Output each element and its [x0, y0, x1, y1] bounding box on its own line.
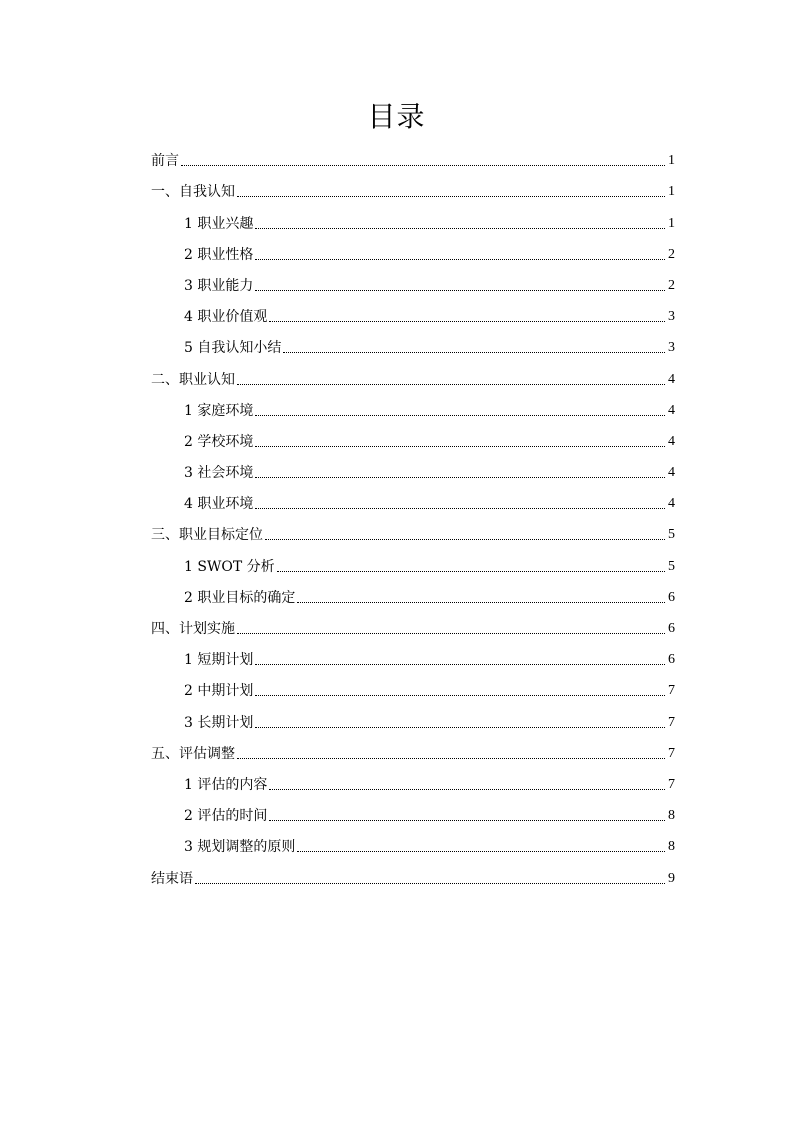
toc-entry-label: 2 评估的时间: [184, 808, 268, 825]
toc-entry-label: 结束语: [151, 870, 193, 887]
dot-leader: [255, 726, 665, 728]
toc-entry-page-number: 3: [668, 340, 675, 356]
toc-entry-label: 1 家庭环境: [184, 402, 254, 419]
toc-entry-label: 三、职业目标定位: [151, 527, 263, 544]
dot-leader: [283, 351, 665, 353]
toc-entry[interactable]: [151, 544, 675, 575]
toc-entry[interactable]: [151, 233, 675, 264]
toc-entry[interactable]: [151, 856, 675, 887]
dot-leader: [237, 632, 665, 634]
toc-entry-page-number: 9: [668, 870, 675, 886]
dot-leader: [195, 882, 665, 884]
toc-entry-label: 1 短期计划: [184, 652, 254, 669]
dot-leader: [237, 757, 665, 759]
dot-leader: [277, 570, 665, 572]
toc-entry-label: 4 职业价值观: [184, 309, 268, 326]
toc-entry-label: 5 自我认知小结: [184, 340, 282, 357]
dot-leader: [269, 788, 665, 790]
dot-leader: [297, 850, 665, 852]
toc-entry-page-number: 6: [668, 621, 675, 636]
toc-entry[interactable]: [151, 794, 675, 825]
dot-leader: [265, 538, 665, 540]
toc-entry-page-number: 7: [668, 776, 675, 792]
table-of-contents: [151, 139, 675, 888]
page-title: 目录: [367, 100, 426, 133]
dot-leader: [255, 258, 665, 260]
toc-entry-page-number: 4: [668, 371, 675, 387]
toc-entry-page-number: 1: [668, 184, 675, 200]
toc-entry-label: 二、职业认知: [151, 371, 235, 388]
toc-entry-label: 3 社会环境: [184, 465, 254, 482]
dot-leader: [181, 164, 665, 166]
toc-entry-page-number: 7: [668, 745, 675, 761]
toc-entry[interactable]: [151, 420, 675, 451]
toc-entry-label: 2 职业目标的确定: [184, 589, 296, 606]
toc-entry-label: 一、自我认知: [151, 184, 235, 201]
toc-entry-label: 前言: [151, 153, 179, 170]
dot-leader: [255, 445, 665, 447]
toc-entry-page-number: 4: [668, 402, 675, 418]
toc-entry-label: 1 评估的内容: [184, 776, 268, 793]
toc-entry-page-number: 4: [668, 496, 675, 512]
dot-leader: [237, 195, 665, 197]
toc-entry[interactable]: [151, 513, 675, 544]
toc-entry[interactable]: [151, 482, 675, 513]
toc-entry-label: 4 职业环境: [184, 496, 254, 513]
toc-entry-page-number: 5: [668, 558, 675, 574]
dot-leader: [255, 227, 665, 229]
toc-entry[interactable]: [151, 389, 675, 420]
toc-entry[interactable]: [151, 607, 675, 638]
toc-entry-label: 3 规划调整的原则: [184, 839, 296, 856]
toc-entry[interactable]: [151, 357, 675, 388]
toc-entry-label: 2 职业性格: [184, 246, 254, 263]
toc-entry[interactable]: [151, 763, 675, 794]
toc-entry[interactable]: [151, 638, 675, 669]
toc-entry[interactable]: [151, 139, 675, 170]
toc-entry-label: 2 中期计划: [184, 683, 254, 700]
dot-leader: [255, 694, 665, 696]
toc-entry[interactable]: [151, 295, 675, 326]
toc-entry-page-number: 8: [668, 839, 675, 855]
dot-leader: [255, 663, 665, 665]
toc-entry-page-number: 2: [668, 246, 675, 262]
toc-entry[interactable]: [151, 825, 675, 856]
toc-entry[interactable]: [151, 170, 675, 201]
dot-leader: [255, 289, 665, 291]
toc-entry-page-number: 4: [668, 465, 675, 481]
toc-entry-page-number: 6: [668, 652, 675, 668]
dot-leader: [255, 476, 665, 478]
toc-entry-label: 五、评估调整: [151, 745, 235, 762]
toc-entry-page-number: 1: [668, 215, 675, 231]
toc-entry-page-number: 3: [668, 309, 675, 325]
toc-entry-label: 四、计划实施: [151, 621, 235, 637]
toc-entry[interactable]: [151, 576, 675, 607]
dot-leader: [297, 601, 665, 603]
toc-entry[interactable]: [151, 326, 675, 357]
toc-entry-page-number: 7: [668, 714, 675, 730]
toc-entry[interactable]: [151, 201, 675, 232]
toc-entry-label: 3 职业能力: [184, 277, 254, 294]
toc-entry-page-number: 4: [668, 433, 675, 449]
toc-entry-page-number: 2: [668, 277, 675, 293]
toc-entry[interactable]: [151, 700, 675, 731]
dot-leader: [255, 414, 665, 416]
dot-leader: [237, 383, 665, 385]
toc-entry[interactable]: [151, 732, 675, 763]
toc-entry[interactable]: [151, 451, 675, 482]
toc-entry[interactable]: [151, 264, 675, 295]
toc-entry-label: 1 职业兴趣: [184, 215, 254, 232]
dot-leader: [269, 320, 665, 322]
toc-entry[interactable]: [151, 669, 675, 700]
toc-entry-label: 3 长期计划: [184, 714, 254, 731]
dot-leader: [269, 819, 665, 821]
toc-entry-page-number: 7: [668, 683, 675, 699]
toc-entry-page-number: 1: [668, 153, 675, 169]
toc-entry-page-number: 5: [668, 527, 675, 543]
toc-entry-label: 1 SWOT 分析: [184, 558, 275, 575]
dot-leader: [255, 507, 665, 509]
toc-entry-page-number: 6: [668, 589, 675, 605]
toc-entry-label: 2 学校环境: [184, 433, 254, 450]
toc-entry-page-number: 8: [668, 808, 675, 824]
